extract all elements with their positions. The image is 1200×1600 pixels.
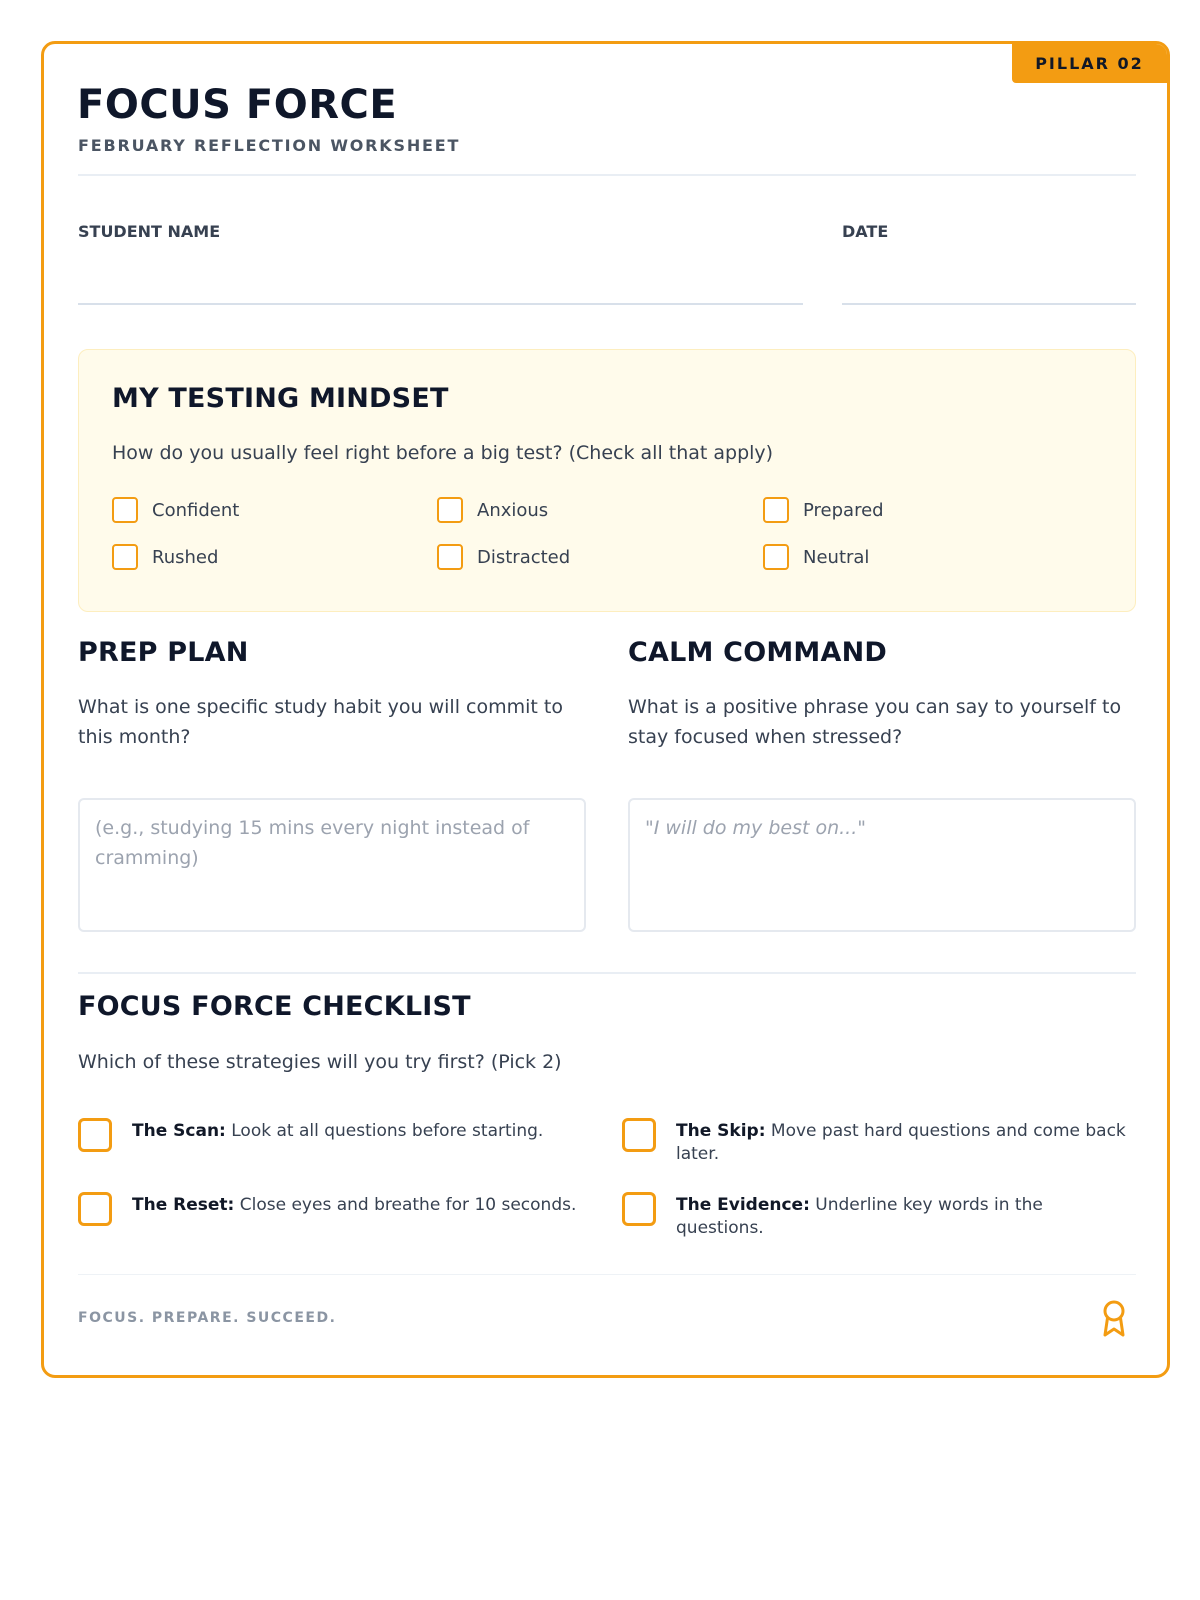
checkbox[interactable] — [763, 497, 789, 523]
checkbox[interactable] — [78, 1192, 112, 1226]
date-label: DATE — [842, 222, 889, 241]
mindset-option-label: Distracted — [477, 546, 571, 568]
strategy-item[interactable] — [622, 1120, 1140, 1166]
checkbox[interactable] — [622, 1192, 656, 1226]
mindset-option[interactable] — [763, 497, 884, 523]
checkbox[interactable] — [763, 544, 789, 570]
student-name-label: STUDENT NAME — [78, 222, 221, 241]
mindset-option[interactable] — [112, 544, 218, 570]
strategy-name: The Skip: — [676, 1121, 766, 1141]
calm-command-title: CALM COMMAND — [628, 637, 887, 668]
header-divider — [78, 174, 1136, 176]
mindset-question: How do you usually feel right before a big test? (Check all that apply) — [112, 442, 774, 464]
prep-plan-answer-box[interactable] — [78, 798, 586, 932]
checklist-title: FOCUS FORCE CHECKLIST — [78, 991, 471, 1022]
worksheet-card — [41, 41, 1170, 1378]
strategy-item[interactable] — [622, 1194, 1072, 1240]
calm-command-answer-box[interactable] — [628, 798, 1136, 932]
mindset-option-label: Neutral — [803, 546, 870, 568]
strategy-desc: Close eyes and breathe for 10 seconds. — [239, 1195, 577, 1215]
prep-plan-title: PREP PLAN — [78, 637, 249, 668]
section-divider — [78, 972, 1136, 974]
mindset-option[interactable] — [112, 497, 239, 523]
mindset-title: MY TESTING MINDSET — [112, 383, 449, 414]
mindset-option-label: Confident — [152, 499, 240, 521]
checkbox[interactable] — [112, 497, 138, 523]
checkbox[interactable] — [622, 1118, 656, 1152]
checkbox[interactable] — [78, 1118, 112, 1152]
footer-motto: FOCUS. PREPARE. SUCCEED. — [78, 1310, 337, 1326]
mindset-panel — [78, 349, 1136, 612]
strategy-item[interactable] — [78, 1194, 588, 1226]
mindset-option[interactable] — [763, 544, 869, 570]
strategy-name: The Scan: — [132, 1121, 226, 1141]
student-name-field[interactable] — [78, 303, 803, 305]
strategy-desc: Look at all questions before starting. — [231, 1121, 544, 1141]
date-field[interactable] — [842, 303, 1136, 305]
strategy-desc: Move past hard questions and come back later. — [676, 1121, 1126, 1164]
calm-command-question: What is a positive phrase you can say to yourself to stay focused when stressed? — [628, 696, 1122, 748]
strategy-text — [132, 1120, 543, 1143]
checkbox[interactable] — [437, 497, 463, 523]
strategy-desc: Underline key words in the questions. — [676, 1195, 1043, 1238]
mindset-option[interactable] — [437, 497, 548, 523]
strategy-text — [676, 1194, 1072, 1240]
checkbox[interactable] — [112, 544, 138, 570]
strategy-name: The Reset: — [132, 1195, 235, 1215]
award-ribbon-icon — [1099, 1299, 1129, 1339]
mindset-option-label: Anxious — [477, 499, 549, 521]
mindset-option[interactable] — [437, 544, 570, 570]
strategy-item[interactable] — [78, 1120, 578, 1152]
footer-divider — [78, 1274, 1136, 1275]
strategy-name: The Evidence: — [676, 1195, 810, 1215]
prep-plan-placeholder: (e.g., studying 15 mins every night instead of cramming) — [95, 817, 530, 869]
prep-plan-question: What is one specific study habit you will commit to this month? — [78, 696, 563, 748]
strategy-text — [676, 1120, 1140, 1166]
strategy-text — [132, 1194, 576, 1217]
checkbox[interactable] — [437, 544, 463, 570]
checklist-question: Which of these strategies will you try first? (Pick 2) — [78, 1051, 562, 1073]
calm-command-placeholder: "I will do my best on..." — [645, 817, 866, 839]
worksheet-subtitle: FEBRUARY REFLECTION WORKSHEET — [78, 136, 461, 155]
pillar-tag: PILLAR 02 — [1012, 44, 1167, 83]
worksheet-title: FOCUS FORCE — [77, 82, 398, 128]
mindset-option-label: Rushed — [152, 546, 219, 568]
mindset-option-label: Prepared — [803, 499, 884, 521]
